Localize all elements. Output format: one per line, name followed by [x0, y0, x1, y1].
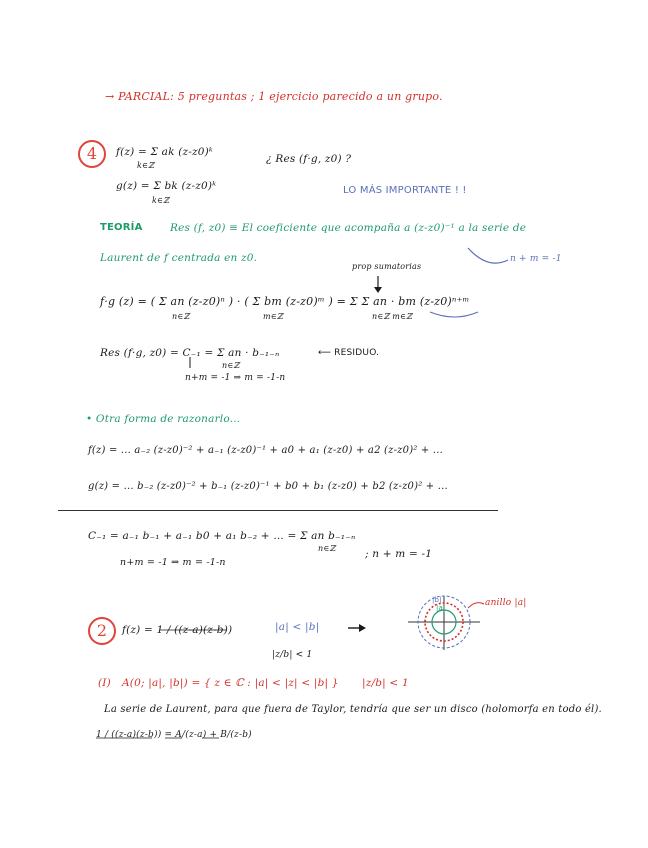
product-sub-n: n∈ℤ: [172, 312, 190, 321]
section-divider: [58, 510, 498, 511]
important-note: LO MÁS IMPORTANTE ! !: [343, 185, 467, 196]
annulus-a-label: |a|: [436, 604, 446, 612]
theory-line-2: Laurent de f centrada en z0.: [100, 252, 258, 264]
residue-sub: n∈ℤ: [222, 361, 240, 370]
residue-question: ¿ Res (f·g, z0) ?: [266, 153, 352, 165]
f-series-expansion: f(z) = ... a₋₂ (z-z0)⁻² + a₋₁ (z-z0)⁻¹ + a0 + a₁ (z-z0) + a2 (z-z0)² + ...: [88, 445, 443, 456]
theory-line-1: Res (f, z0) ≡ El coeficiente que acompaña a (z-z0)⁻¹ a la serie de: [170, 222, 527, 234]
other-way-heading: • Otra forma de razonarlo...: [86, 413, 241, 425]
prop-sum-note: prop sumatorias: [352, 262, 422, 271]
annulus-definition: A(0; |a|, |b|) = { z ∈ ℂ : |a| < |z| < |b| }: [122, 677, 339, 689]
annulus-note: anillo |a|: [485, 598, 527, 608]
partial-fractions: 1 / ((z-a)(z-b)) = A/(z-a) + B/(z-b): [96, 730, 252, 740]
g-subscript: k∈ℤ: [152, 196, 170, 205]
ratio-condition: |z/b| < 1: [272, 650, 313, 660]
f-definition: f(z) = Σ ak (z-z0)ᵏ: [116, 146, 213, 158]
problem-number-2: 2: [88, 617, 116, 645]
f-subscript: k∈ℤ: [137, 161, 155, 170]
f2-definition: f(z) = 1 / ((z-a)(z-b)): [122, 624, 233, 636]
g-definition: g(z) = Σ bk (z-z0)ᵏ: [116, 180, 217, 192]
n-plus-m-note: n + m = -1: [510, 254, 562, 264]
product-sub-m: m∈ℤ: [263, 312, 283, 321]
c-condition-2: n+m = -1 ⇒ m = -1-n: [120, 557, 226, 568]
product-sub-nm: n∈ℤ m∈ℤ: [372, 312, 413, 321]
case-label: (I): [98, 677, 111, 689]
residue-formula: Res (f·g, z0) = C₋₁ = Σ an · b₋₁₋ₙ: [100, 347, 280, 359]
case-result: |z/b| < 1: [362, 677, 409, 689]
c-condition: ; n + m = -1: [365, 548, 433, 560]
c-sub: n∈ℤ: [318, 544, 336, 553]
laurent-note: La serie de Laurent, para que fuera de Taylor, tendría que ser un disco (holomorfa en todo él).: [104, 704, 602, 715]
header-note: → PARCIAL: 5 preguntas ; 1 ejercicio parecido a un grupo.: [105, 90, 443, 103]
c-minus-one-formula: C₋₁ = a₋₁ b₋₁ + a₋₁ b0 + a₁ b₋₂ + ... = Σ an b₋₁₋ₙ: [88, 530, 356, 542]
annulus-b-label: |b|: [432, 596, 442, 604]
g-series-expansion: g(z) = ... b₋₂ (z-z0)⁻² + b₋₁ (z-z0)⁻¹ + b0 + b₁ (z-z0) + b2 (z-z0)² + ...: [88, 481, 448, 492]
theory-label: TEORÍA: [100, 222, 143, 233]
residue-condition: n+m = -1 ⇒ m = -1-n: [185, 373, 286, 383]
annulus-sketch: [408, 596, 484, 650]
product-expansion: f·g (z) = ( Σ an (z-z0)ⁿ ) · ( Σ bm (z-z0)ᵐ ) = Σ Σ an · bm (z-z0)ⁿ⁺ᵐ: [100, 295, 470, 308]
problem-number-4: 4: [78, 140, 106, 168]
residuo-label: ⟵ RESIDUO.: [318, 348, 380, 358]
ab-condition: |a| < |b|: [275, 621, 320, 633]
